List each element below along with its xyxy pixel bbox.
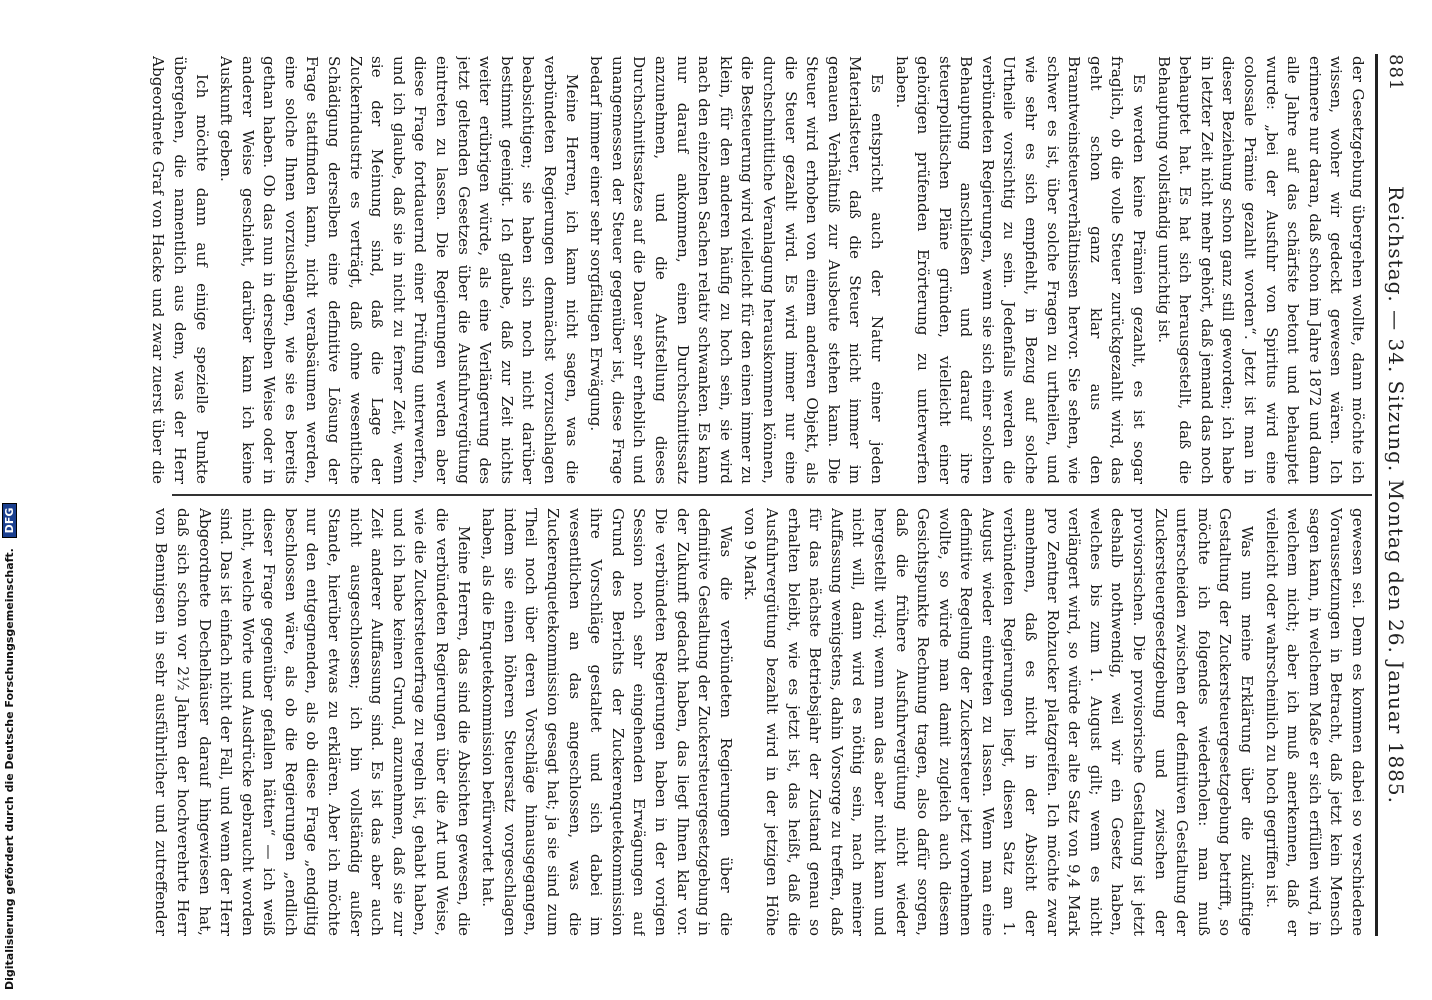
paragraph: gewesen sei. Denn es kommen dabei so verschiedene Voraussetzungen in Betracht, daß jetzt kein Mensch sagen kann, in welchem Maße er sich erfüllen wird, in welchem nicht; aber ich muß anerkennen, daß er vielleicht oder wahrscheinlich zu hoch gegriffen ist. [1262, 508, 1367, 936]
right-column [148, 508, 1368, 936]
page-number: 881 [1385, 54, 1406, 92]
header-session-date [1384, 54, 1408, 936]
page-content [92, 30, 1418, 960]
header-session: Reichstag. — 34. Sitzung. [1384, 186, 1408, 473]
column-divider [172, 494, 1372, 496]
header-date: Montag den 26. Januar 1885. [1384, 479, 1408, 804]
paragraph: Ich möchte dann auf einige spezielle Punkte übergehen, die namentlich aus dem, was der Herr Abgeordnete Graf von Hacke und zwar zuerst über die [149, 56, 211, 484]
digitization-credit [2, 30, 22, 990]
left-column [148, 56, 1368, 484]
paragraph: Es werden keine Prämien gezahlt, es ist sogar fraglich, ob die volle Steuer zurückgezahlt wird, das geht schon ganz klar aus den Branntweinsteuerverhältnissen hervor. Sie sehen, wie schwer es ist, über solche Fragen zu urtheilen, und wie sehr es sich empfiehlt, in Bezug auf solche Urtheile vorsichtig zu sein. Jedenfalls werden die verbündeten Regierungen, wenn sie sich einer solchen Behauptung anschließen und darauf ihre steuerpolitischen Pläne gründen, vielleicht einer gehörigen prüfenden Erörterung zu unterwerfen haben. [892, 56, 1149, 484]
header-rule [1375, 54, 1378, 936]
paragraph: Meine Herren, ich kann nicht sagen, was die verbündeten Regierungen demnächst vorzuschlagen beabsichtigen; sie haben sich noch nicht darüber bestimmt geeinigt. Ich glaube, daß zur Zeit nichts weiter erübrigen würde, als eine Verlängerung des jetzt geltenden Gesetzes über die Ausfuhrvergütung eintreten zu lassen. Die Regierungen werden aber diese Frage fortdauernd einer Prüfung unterwerfen, und ich glaube, daß sie in nicht zu ferner Zeit, wenn sie der Meinung sind, daß die Lage der Zuckerindustrie es verträgt, daß ohne wesentliche Schädigung derselben eine definitive Lösung der Frage stattfinden kann, nicht verabsäumen werden, eine solche Ihnen vorzuschlagen, wie sie es bereits gethan haben. Ob das nun in derselben Weise oder in anderer Weise geschieht, darüber kann ich keine Auskunft geben. [217, 56, 581, 484]
dfg-logo: DFG [2, 503, 17, 539]
paragraph: Es entspricht auch der Natur einer jeden Materialsteuer, daß die Steuer nicht immer im genauen Verhältniß zur Ausbeute stehen kann. Die Steuer wird erhoben von einem anderen Objekt, als die Steuer gezahlt wird. Es wird immer nur eine durchschnittliche Veranlagung herauskommen können, die Besteuerung wird vielleicht für den einen immer zu klein, für den anderen häufig zu hoch sein, sie wird nach den einzelnen Sachen relativ schwanken. Es kann nur darauf ankommen, einen Durchschnittssatz anzunehmen, und die Aufstellung dieses Durchschnittssatzes auf die Dauer sehr erheblich und unangemessen der Steuer gegenüber ist, diese Frage bedarf immer einer sehr sorgfältigen Erwägung. [587, 56, 886, 484]
credit-line [2, 30, 22, 990]
paragraph: Meine Herren, das sind die Absichten gewesen, die die verbündeten Regierungen über die Art und Weise, wie die Zuckersteuerfrage zu regeln ist, gehabt haben, und ich habe keinen Grund, anzunehmen, daß sie zur Zeit anderer Auffassung sind. Es ist das aber auch nicht ausgeschlossen; ich bin vollständig außer Stande, hierüber etwas zu erklären. Aber ich möchte nur den entgegnenden, als ob diese Frage „endgiltig beschlossen wäre, als ob die Regierungen „endlich dieser Frage gegenüber gefallen hätten“ — ich weiß nicht, welche Worte und Ausdrücke gebraucht worden sind. Das ist einfach nicht der Fall, und wenn der Herr Abgeordnete Dechelhäuser darauf hingewiesen hat, daß sich schon vor 2½ Jahren der hochverehrte Herr von Bennigsen in sehr ausführlicher und zutreffender [152, 508, 473, 936]
credit-text: Digitalisierung gefördert durch die Deutsche Forschungsgemeinschaft. [3, 548, 16, 990]
paragraph: Was die verbündeten Regierungen über die definitive Gestaltung der Zuckersteuergesetzgebung in der Zukunft gedacht haben, das liegt Ihnen klar vor. Die verbündeten Regierungen haben in der vorigen Session noch sehr eingehenden Erwägungen auf Grund des Berichts der Zuckerenquetekommission ihre Vorschläge gestaltet und sich dabei im wesentlichen an das angeschlossen, was die Zuckerenquetekommission gesagt hat; ja sie sind zum Theil noch über deren Vorschläge hinausgegangen, indem sie einen höheren Steuersatz vorgeschlagen haben, als die Enquetekommission befürwortet hat. [479, 508, 735, 936]
paragraph: Was nun meine Erklärung über die zukünftige Gestaltung der Zuckersteuergesetzgebung betrifft, so möchte ich folgendes wiederholen: man muß unterscheiden zwischen der definitiven Gestaltung der Zuckersteuergesetzgebung und zwischen der provisorischen. Die provisorische Gestaltung ist jetzt deshalb nothwendig, weil wir ein Gesetz haben, welches bis zum 1. August gilt; wenn es nicht verlängert wird, so würde der alte Satz von 9,4 Mark pro Zentner Rohzucker platzgreifen. Ich möchte zwar annehmen, daß es nicht in der Absicht der verbündeten Regierungen liegt, diesen Satz am 1. August wieder eintreten zu lassen. Wenn man eine definitive Regelung der Zuckersteuer jetzt vornehmen wollte, so würde man damit zugleich auch diesem Gesichtspunkte Rechnung tragen, also dafür sorgen, daß die frühere Ausfuhrvergütung nicht wieder hergestellt wird; wenn man das aber nicht kann und nicht will, dann wird es nöthig sein, nach meiner Auffassung wenigstens, dahin Vorsorge zu treffen, daß für das nächste Betriebsjahr der Zustand genau so erhalten bleibt, wie es jetzt ist, das heißt, daß die Ausfuhrvergütung bezahlt wird in der jetzigen Höhe von 9 Mark. [741, 508, 1257, 936]
rotated-document-page [92, 30, 1418, 960]
paragraph: der Gesetzgebung übergehen wollte, dann möchte ich wissen, woher wir gedeckt gewesen wären. Ich erinnere nur daran, daß schon im Jahre 1872 und dann alle Jahre auf das schärfste betont und behauptet wurde: „bei der Ausfuhr von Spiritus wird eine colossale Prämie gezahlt worden“. Jetzt ist man in dieser Beziehung schon ganz still geworden; ich habe in letzter Zeit nicht mehr gehört, daß jemand das noch behauptet hat. Es hat sich herausgestellt, daß die Behauptung vollständig unrichtig ist. [1154, 56, 1367, 484]
running-header [1380, 54, 1414, 936]
